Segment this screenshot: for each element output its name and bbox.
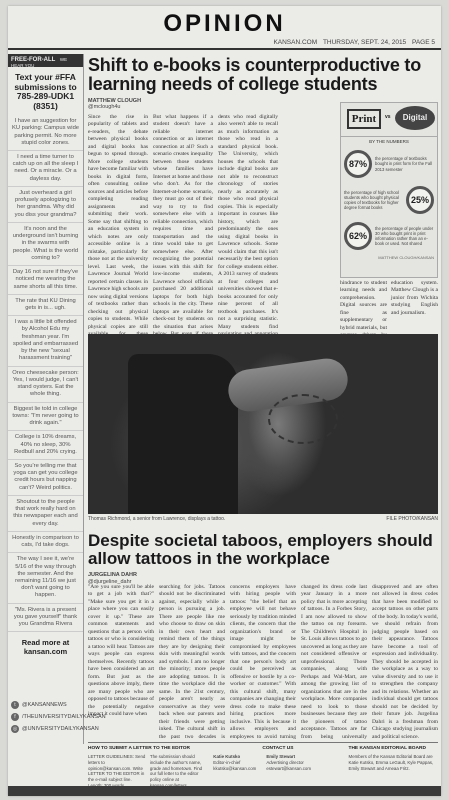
ffa-item: It's noon and the underground isn't burning in the swarms with people. What is the world coming to? xyxy=(8,223,83,266)
ffa-header-sub: WE HEAR YOU xyxy=(11,57,68,68)
author-name: MATTHEW CLOUGH xyxy=(88,97,142,104)
contact-email[interactable]: kkutsko@kansan.com xyxy=(213,765,257,771)
ffa-item: I need a time turner to catch up on all the sleep I need. Or a miracle. Or a dayless day. xyxy=(8,151,83,187)
read-more-link[interactable]: Read more at kansan.com xyxy=(21,638,70,657)
photo-shirt xyxy=(128,354,238,514)
masthead-meta xyxy=(269,39,435,46)
body-column: searching for jobs. Tattoos should not be discriminated against, especially while a person is pursuing a job. There are people like me who choose to draw on skin in their own heart and remind them of the things they are by designing their skin with meaningful words and symbols. I am no longer the minority; more people are adopting tattoos. It is time the workplace did the same. In the 21st century, people aren't nearly as conservative as they were back when our parents and their friends were getting inked. The cultural shift in the past two decades is xyxy=(159,584,225,739)
ffa-item: The rate that KU Dining gets in is... ugh. xyxy=(8,295,83,316)
site-name: KANSAN.COM xyxy=(273,39,318,46)
infographic-tag: BY THE NUMBERS xyxy=(369,139,409,144)
stat-caption: the percentage of people under 30 who bought print in print information rather than an e-book or used. Not shared xyxy=(375,225,434,247)
stat-caption: the percentage of textbooks bought in print form for the Fall 2013 semester xyxy=(375,156,433,172)
ffa-item: "Ms. Rivera is a present you gave yourself" thank you Grandma Rivera xyxy=(8,604,83,633)
twitter-handle: @KANSANNEWS xyxy=(22,702,67,708)
stat-row xyxy=(341,218,437,254)
stat-row xyxy=(341,146,437,182)
ffa-item: Honestly in comparison to cats, I'd take dogs. xyxy=(8,532,83,553)
instagram-icon: ◎ xyxy=(12,726,18,732)
ffa-item: College is 10% dreams, 40% no sleep, 30% Redbull and 20% crying. xyxy=(8,431,83,460)
contact-entry xyxy=(213,754,256,771)
infographic-logo xyxy=(341,103,437,137)
editorial-board-title: THE KANSAN EDITORIAL BOARD xyxy=(348,746,426,751)
contact-entry xyxy=(266,754,311,771)
contact-name: Emily Stewart xyxy=(266,754,296,760)
issue-date: THURSDAY, SEPT. 24, 2015 xyxy=(322,39,407,46)
ffa-item: Biggest lie told in college towns: "I'm never going to drink again." xyxy=(8,403,83,432)
photo-caption: Thomas Richmond, a senior from Lawrence, displays a tattoo. xyxy=(88,516,226,522)
body-column: concerns employers have with hiring people with tattoos: "the belief that an employee will not behave seriously by tradition minded clients, the concern that the organization's brand or image might be compromised by employees with tattoos, and the concern that one person's body art could be perceived as offensive or hostile by a co-worker or customer." With this cultural shift, many companies are changing their dress code to make these hiring practices more inclusive. This is because it allows employers and employees to avoid turning xyxy=(230,584,296,739)
stat-value: 25% xyxy=(406,186,434,214)
stat-caption: the percentage of high school students who bought physical copies of textbooks for higher degree format books xyxy=(344,189,399,211)
story-tattoos-headline: Despite societal taboos, employers should allow tattoos in the workplace xyxy=(88,531,433,569)
body-column: changed its dress code last year January in a more policy that is more accepting of tattoos. In a Forbes Story, I am now allowed to show the tattoo on my forearm. The Children's Hospital in St. Louis allows tattoos to go uncovered as long as they are not considered offensive or unprofessional. Those companies, along with Perhaps and Wal-Mart, are among the growing list of organizations that are in the workplace. More companies need to look to those businesses because they are the pioneers of tattoo acceptance. Tattoos are far from being universally xyxy=(301,584,367,739)
ffa-item: Oreo cheesecake person: Yes, I would judge, I can't stand oysters. Eat the whole thing. xyxy=(8,367,83,403)
ffa-item: Day 16 not sure if they've noticed me wearing the same shorts all this time. xyxy=(8,266,83,295)
social-links xyxy=(8,699,106,735)
contact-role: Advertising director xyxy=(266,759,304,765)
contact-name: Katie Kutsko xyxy=(213,754,241,760)
contact-role: Editor-in-chief xyxy=(213,759,241,765)
photo-caption-row xyxy=(88,516,438,522)
photo-tattoo xyxy=(268,394,338,444)
body-column: Since the rise in popularity of tablets and e-readers, the debate between physical books and digital books has begun to spread through. More college students have become familiar with books in digital form, often consulting online sources and articles before completing reading assignments and submitting their work. Some say that shifting to an education system in which notes are only accessible online is a mistake, particularly for those not at the university level. Last week, the Lawrence Journal World reported certain classes in Lawrence high schools are now using digital versions of textbooks rather than checking out physical copies to students. While physical copies are still xyxy=(88,113,148,330)
body-column: hindrance to student learning needs and comprehension. Digital sources are fine as supplementary or hybrid materials, but xyxy=(340,280,387,331)
ffa-text-prompt: Text your #FFA submissions to 785-289-UDK1 (8351) xyxy=(14,72,77,111)
infographic-credit: MATTHEW CLOUGH/KANSAN xyxy=(378,255,434,260)
letter-policy-text: The submission should include the author's name, grade and hometown. Find our full letter to the editor policy online at xyxy=(149,754,203,783)
ffa-item: So you're telling me that yoga can get you college credit hours but napping can't? Weird politics. xyxy=(8,460,83,496)
tattoo-photo xyxy=(88,334,438,514)
footer-bar xyxy=(8,786,441,796)
twitter-icon: t xyxy=(11,701,19,709)
story-ebooks-headline: Shift to e-books is counterproductive to learning needs of college students xyxy=(88,55,422,94)
letter-guidelines-text: LETTER GUIDELINES: Send letters to opinion@kansan.com. Write LETTER TO THE EDITOR in the e-mail subject line. xyxy=(88,754,146,783)
editorial-board-text: Members of the Kansan Editorial Board are Katie Kutsko, Emma LeGault, Kyle Pappas, Emily Stewart and Ameaa Fritz. xyxy=(348,754,434,771)
ffa-header-label: FREE-FOR-ALL xyxy=(11,57,56,63)
stat-row xyxy=(341,182,437,218)
ffa-header xyxy=(8,54,83,67)
body-column: dents who read digitally also weren't able to recall as much information as those who read in a standard physical book. The University, which houses the schools that include digital books are not able to reconstruct chronology of stories nearly as accurately as those who read physical copies. This is especially important in courses like history, which are predominantly the ones using digital books in Lawrence schools. Some would claim that this isn't necessarily the best option for college students either. A 2013 survey of students at four colleges and universities showed that e-books accounted for only nine percent of all textbook purchases. It's not a surprising statistic. Many students find xyxy=(218,113,278,330)
letter-guidelines-title: HOW TO SUBMIT A LETTER TO THE EDITOR xyxy=(88,746,190,751)
contact-email[interactable]: estewart@kansan.com xyxy=(266,765,312,771)
body-column: disapproved and are often not allowed in dress codes that have been modified to accept tattoos on other parts of the body. In today's world, we should refrain from judging people based on their appearance. Tattoos have become a tool of expression and individuality. They should be accepted in the workplace as a way to value diversity and to use it to strengthen the company and its relations. Whether an individual should get tattoos should not be decided by their future job. Jurgelina Dahri is a freshman from Chicago studying journalism and political science. xyxy=(372,584,438,739)
stat-value: 62% xyxy=(344,222,372,250)
digital-label: Digital xyxy=(395,106,435,130)
author-handle: @djurgeline_dahr xyxy=(88,578,132,585)
facebook-icon: f xyxy=(11,713,19,721)
contact-title: CONTACT US xyxy=(262,746,294,751)
newspaper-page xyxy=(8,6,441,796)
twitter-link[interactable] xyxy=(8,699,84,711)
ffa-item: I was a little bit offended by Alcohol Edu my freshman year. I'm spoiled and embarrassed by the new "sexual harassment training" xyxy=(8,316,83,366)
body-column: But what happens if a student doesn't have a reliable internet connection or an internet connection at all? Such a scenario creates inequality between those students whose families have Internet at home and those who don't. As for the Internet-at-home scenario, they must go out of their way to try to find somewhere else with a reliable connection, which requires time and transportation and the time would take to get somewhere else. After recognizing the potential issues with this shift for low-income students, Lawrence school officials purchased 20 additional laptops for both high schools in the city. These laptops are available for check-out by students on the situation that arises xyxy=(153,113,213,330)
ffa-item: The way I see it, we're 5/16 of the way through the semester. And the remaining 11/16 we just don't want going to happen. xyxy=(8,553,83,603)
ffa-item: Shoutout to the people that work really hard on this newspaper each and every day. xyxy=(8,496,83,532)
section-title: OPINION xyxy=(163,10,286,37)
facebook-link[interactable] xyxy=(8,711,106,723)
contact-list xyxy=(213,754,342,771)
author-name: JURGELINA DAHR xyxy=(88,572,137,578)
page-number: PAGE 5 xyxy=(411,39,435,46)
ffa-item: I have an suggestion for KU parking: Campus wide parking permit. No more stupid color zones. xyxy=(8,115,83,151)
author-handle: @mclough4u xyxy=(88,104,121,111)
body-column: education system. Matthew Clough is a junior from Wichita studying English and journalism. xyxy=(391,280,438,316)
ffa-item: Just overheard a girl profusely apologizing to her grandma. Why did you diss your grandma? xyxy=(8,187,83,223)
instagram-handle: @UNIVERSITYDAILYKANSAN xyxy=(22,726,99,732)
ffa-list xyxy=(8,115,83,632)
stat-value: 87% xyxy=(344,150,372,178)
story-tattoos-body xyxy=(88,584,438,739)
vs-label: vs xyxy=(385,114,391,120)
print-vs-digital-infographic xyxy=(340,102,438,278)
body-column: "Are you sure you'll be able to get a job with that?" "Make sure you get it in a place where you can easily cover it up." These are common statements and questions that a person with tattoos or who is considering a tattoo will hear. Tattoos are ways people can express themselves. Recently tattoos have been considered an art form. But just as the questions above imply, there are many people who are opposed to tattoos because of the potentially negative impact it could have when xyxy=(88,584,154,718)
facebook-handle: /THEUNIVERSITYDAILYKANSAN xyxy=(22,714,106,720)
instagram-link[interactable] xyxy=(8,723,99,735)
masthead xyxy=(8,6,441,50)
print-label: Print xyxy=(347,109,381,129)
photo-credit: FILE PHOTO/KANSAN xyxy=(386,516,438,522)
